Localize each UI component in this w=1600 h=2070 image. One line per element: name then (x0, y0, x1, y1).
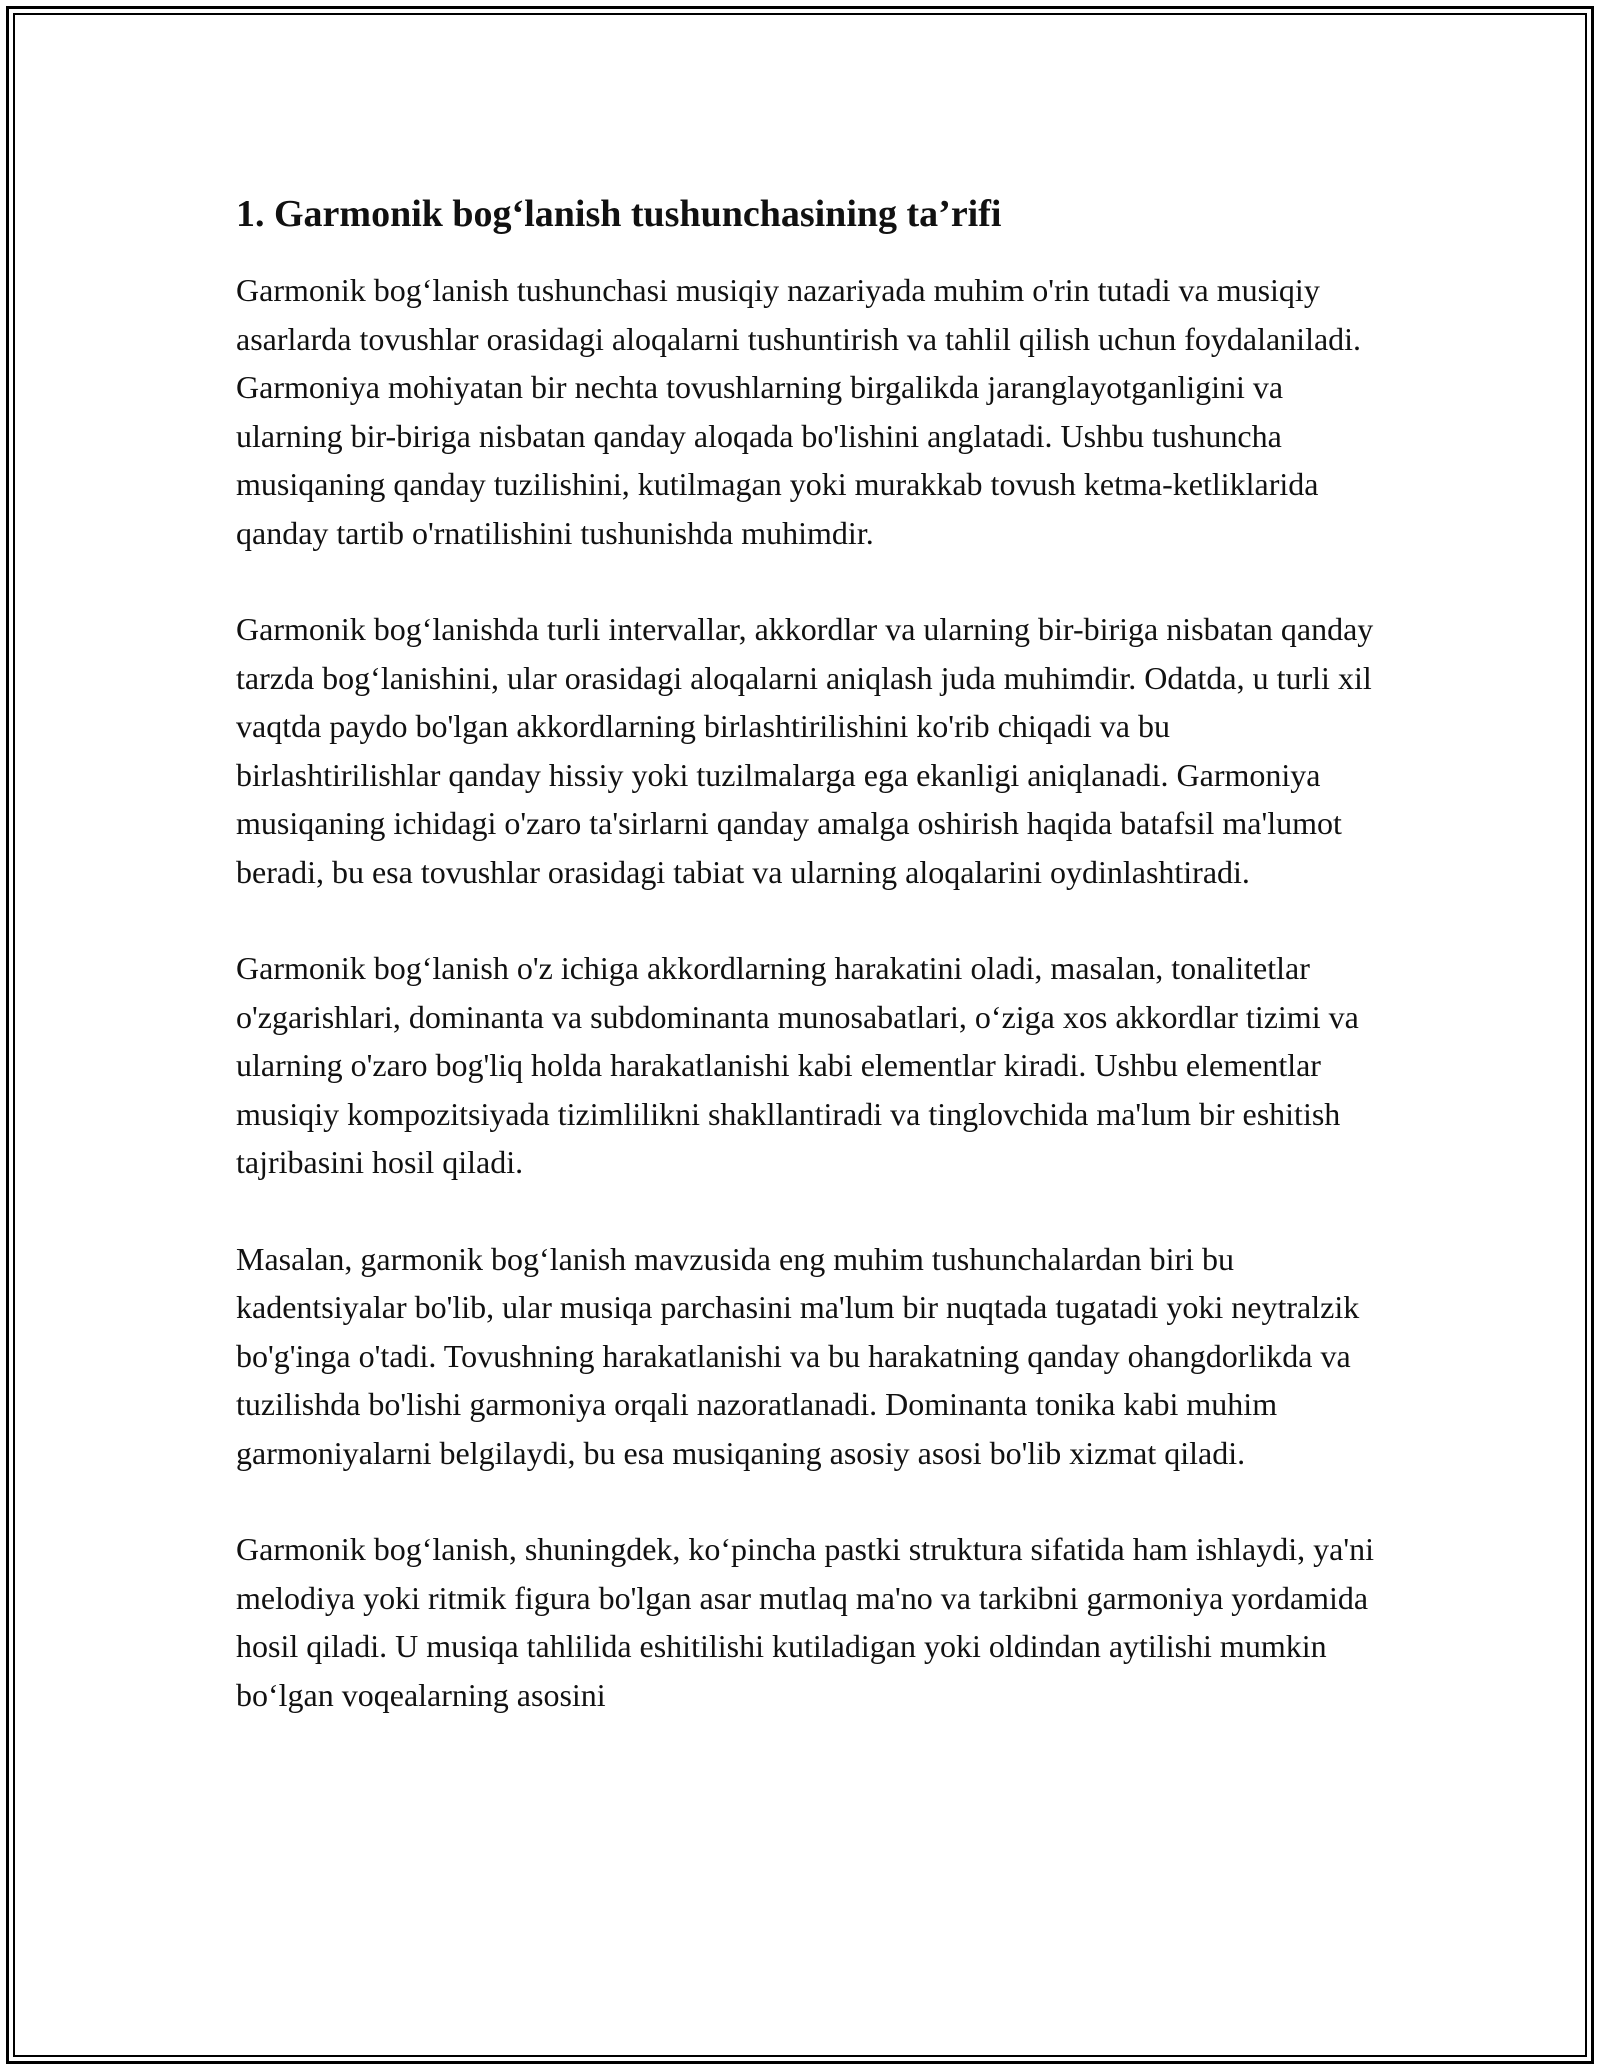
section-heading: 1. Garmonik bog‘lanish tushunchasining ta’rifi (236, 193, 1002, 235)
paragraph-4: Masalan, garmonik bog‘lanish mavzusida eng muhim tushunchalardan biri bu kadentsiyalar bo'lib, ular musiqa parchasini ma'lum bir nuqtada tugatadi yoki neytralzik bo'g'inga o'tadi. Tovushning harakatlanishi va bu harakatning qanday ohangdorlikda va tuzilishda bo'lishi garmoniya orqali nazoratlanadi. Dominanta tonika kabi muhim garmoniyalarni belgilaydi, bu esa musiqaning asosiy asosi bo'lib xizmat qiladi. (236, 1240, 1360, 1471)
paragraph-2: Garmonik bog‘lanishda turli intervallar, akkordlar va ularning bir-biriga nisbatan qanday tarzda bog‘lanishini, ular orasidagi aloqalarni aniqlash juda muhimdir. Odatda, u turli xil vaqtda paydo bo'lgan akkordlarning birlashtirilishini ko'rib chiqadi va bu birlashtirilishlar qanday hissiy yoki tuzilmalarga ega ekanligi aniqlanadi. Garmoniya musiqaning ichidagi o'zaro ta'sirlarni qanday amalga oshirish haqida batafsil ma'lumot beradi, bu esa tovushlar orasidagi tabiat va ularning aloqalarini oydinlashtiradi. (236, 611, 1374, 890)
document-body (236, 186, 1376, 1767)
paragraph-5: Garmonik bog‘lanish, shuningdek, ko‘pincha pastki struktura sifatida ham ishlaydi, ya'ni melodiya yoki ritmik figura bo'lgan asar mutlaq ma'no va tarkibni garmoniya yordamida hosil qiladi. U musiqa tahlilida eshitilishi kutiladigan yoki oldindan aytilishi mumkin bo‘lgan voqealarning asosini (236, 1531, 1374, 1713)
paragraph-1: Garmonik bog‘lanish tushunchasi musiqiy nazariyada muhim o'rin tutadi va musiqiy asarlarda tovushlar orasidagi aloqalarni tushuntirish va tahlil qilish uchun foydalaniladi. Garmoniya mohiyatan bir nechta tovushlarning birgalikda jaranglayotganligini va ularning bir-biriga nisbatan qanday aloqada bo'lishini anglatadi. Ushbu tushuncha musiqaning qanday tuzilishini, kutilmagan yoki murakkab tovush ketma-ketliklarida qanday tartib o'rnatilishini tushunishda muhimdir. (236, 272, 1362, 551)
paragraph-3: Garmonik bog‘lanish o'z ichiga akkordlarning harakatini oladi, masalan, tonalitetlar o'zgarishlari, dominanta va subdominanta munosabatlari, o‘ziga xos akkordlar tizimi va ularning o'zaro bog'liq holda harakatlanishi kabi elementlar kiradi. Ushbu elementlar musiqiy kompozitsiyada tizimlilikni shakllantiradi va tinglovchida ma'lum bir eshitish tajribasini hosil qiladi. (236, 950, 1359, 1180)
